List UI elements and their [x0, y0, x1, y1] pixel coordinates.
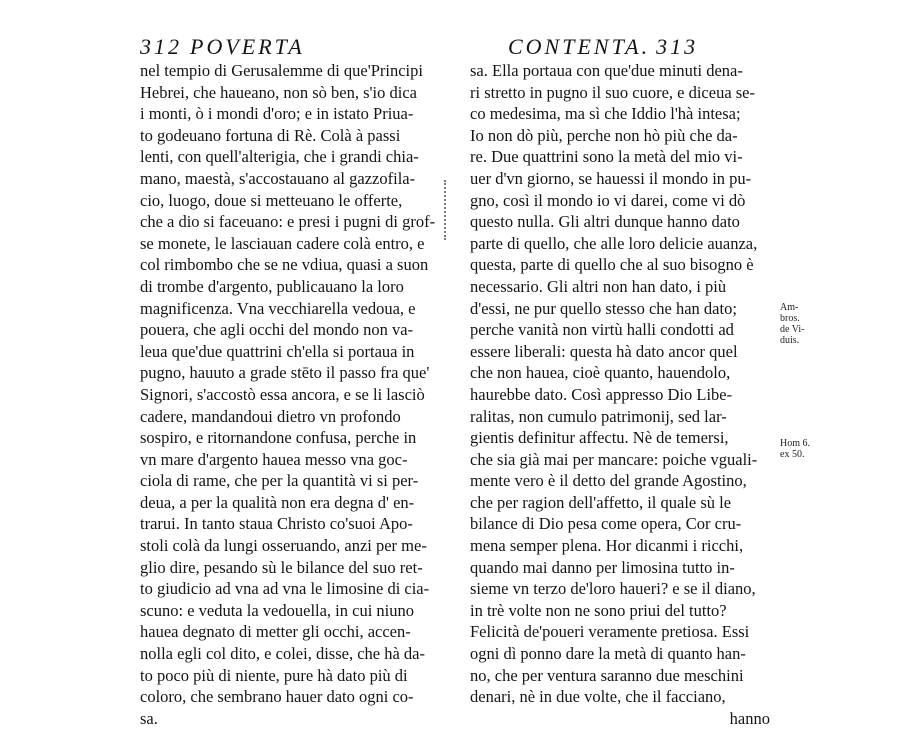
right-line: sa. Ella portaua con que'due minuti dena-	[470, 61, 743, 80]
right-line: bilance di Dio pesa come opera, Cor cru-	[470, 514, 742, 534]
page-gutter	[444, 180, 450, 240]
right-line: parte di quello, che alle loro delicie auanza,	[470, 233, 758, 253]
right-line: uer d'vn giorno, se hauessi il mondo in pu-	[470, 168, 752, 188]
left-line: to poco più di niente, pure hà dato più di	[140, 665, 408, 685]
right-line: perche vanità non virtù halli condotti ad	[470, 320, 734, 340]
right-line: denari, nè in due volte, che il facciano,	[470, 687, 726, 707]
right-line: mena semper plena. Hor dicanmi i ricchi,	[470, 536, 744, 556]
right-line: necessario. Gli altri non han dato, i più	[470, 276, 727, 296]
right-line: che per ragion dell'affetto, il quale sù le	[470, 492, 732, 512]
left-running-head	[140, 34, 440, 60]
right-page-number: 313	[656, 34, 699, 59]
marginal-note-line: Am-	[780, 302, 799, 313]
right-text-block	[470, 60, 770, 729]
left-line: nel tempio di Gerusalemme di que'Principi	[140, 61, 423, 80]
right-line: ralitas, non cumulo patrimonij, sed lar-	[470, 406, 727, 426]
left-line: che a dio si faceuano: e presi i pugni di grof-	[140, 212, 436, 232]
left-line: cio, luogo, doue si metteuano le offerte,	[140, 190, 403, 210]
left-line: se monete, le lasciauan cadere colà entro, e	[140, 233, 425, 253]
left-line: vn mare d'argento hauea messo vna goc-	[140, 449, 408, 469]
left-line: stoli colà da lungi osseruando, anzi per me-	[140, 536, 427, 556]
marginal-note-line: de Vi-	[780, 324, 805, 335]
right-line: quando mai danno per limosina tutto in-	[470, 557, 735, 577]
left-line: sa.	[140, 708, 158, 728]
left-page-number: 312	[140, 34, 182, 59]
left-line: cadere, mandandoui dietro vn profondo	[140, 406, 401, 426]
left-line: pugno, hauuto a grade stēto il passo fra que'	[140, 363, 430, 383]
right-line: che non hauea, cioè quanto, hauendolo,	[470, 363, 731, 383]
left-line: hauea degnato di metter gli occhi, accen-	[140, 622, 411, 642]
marginal-note-line: ex 50.	[780, 449, 805, 460]
left-line: nolla egli col dito, e colei, disse, che hà da-	[140, 644, 425, 664]
right-line: d'essi, ne pur quello stesso che han dato;	[470, 298, 737, 318]
left-line: sospiro, e ritornandone confusa, perche in	[140, 428, 417, 448]
left-page	[140, 0, 440, 728]
left-line: leua que'due quattrini ch'ella si portaua in	[140, 341, 415, 361]
left-text-block	[140, 60, 440, 729]
left-running-title: POVERTA	[190, 34, 305, 59]
right-line: questa, parte di quello che al suo bisogno è	[470, 255, 754, 275]
right-line: gientis definitur affectu. Nè de temersi,	[470, 428, 729, 448]
marginal-note-homily	[780, 438, 840, 460]
left-line: pouera, che agli occhi del mondo non va-	[140, 320, 414, 340]
left-line: to godeuano fortuna di Rè. Colà à passi	[140, 125, 401, 145]
right-line: mente vero è il detto del grande Agostino,	[470, 471, 747, 491]
left-line: to giudicio ad vna ad vna le limosine di cia-	[140, 579, 430, 599]
right-line: Felicità de'poueri veramente pretiosa. Essi	[470, 622, 750, 642]
marginal-note-line: duis.	[780, 335, 800, 346]
right-page	[470, 0, 790, 728]
right-line: ri stretto in pugno il suo cuore, e diceua se-	[470, 82, 756, 102]
right-running-title: CONTENTA.	[508, 34, 651, 59]
left-line: glio dire, pesando sù le bilance del suo ret-	[140, 557, 423, 577]
left-line: scuno: e veduta la vedouella, in cui niuno	[140, 600, 415, 620]
right-line: gno, così il mondo io vi darei, come vi dò	[470, 190, 746, 210]
catchword-line	[470, 708, 770, 729]
right-line: in trè volte non ne sono priui del tutto?	[470, 600, 727, 620]
right-line: haurebbe dato. Così appresso Dio Libe-	[470, 384, 733, 404]
left-line: Signori, s'accostò essa ancora, e se li lasciò	[140, 384, 425, 404]
right-line: essere liberali: questa hà dato ancor quel	[470, 341, 738, 361]
left-line: Hebrei, che haueano, non sò ben, s'io dica	[140, 82, 417, 102]
left-line: ciola di rame, che per la quantità vi si per-	[140, 471, 419, 491]
marginal-note-line: Hom 6.	[780, 438, 810, 449]
left-line: lenti, con quell'alterigia, che i grandi chia-	[140, 147, 419, 167]
left-line: mano, maestà, s'accostauano al gazzofila-	[140, 168, 416, 188]
right-line: re. Due quattrini sono la metà del mio vi-	[470, 147, 743, 167]
right-line: questo nulla. Gli altri dunque hanno dato	[470, 212, 740, 232]
right-line: sieme vn terzo de'loro haueri? e se il diano,	[470, 579, 756, 599]
left-line: di trombe d'argento, publicauano la loro	[140, 276, 404, 296]
marginal-note-line: bros.	[780, 313, 800, 324]
left-line: i monti, ò i mondi d'oro; e in istato Priua-	[140, 104, 414, 124]
left-line: deua, a per la qualità non era degna d' en-	[140, 492, 415, 512]
right-line: no, che per ventura saranno due meschini	[470, 665, 744, 685]
right-line: co medesima, ma sì che Iddio l'hà intesa;	[470, 104, 741, 124]
right-line: Io non dò più, perche non hò più che da-	[470, 125, 738, 145]
left-line: magnificenza. Vna vecchiarella vedoua, e	[140, 298, 416, 318]
marginal-note-ambrose	[780, 302, 840, 346]
left-line: coloro, che sembrano hauer dato ogni co-	[140, 687, 414, 707]
catchword: hanno	[729, 708, 770, 728]
right-line: che sia già mai per mancare: poiche vguali-	[470, 449, 758, 469]
right-line: ogni dì ponno dare la metà di quanto han-	[470, 644, 746, 664]
right-running-head	[508, 34, 790, 60]
left-line: trarui. In tanto staua Christo co'suoi Apo-	[140, 514, 413, 534]
left-line: col rimbombo che se ne vdiua, quasi a suon	[140, 255, 429, 275]
